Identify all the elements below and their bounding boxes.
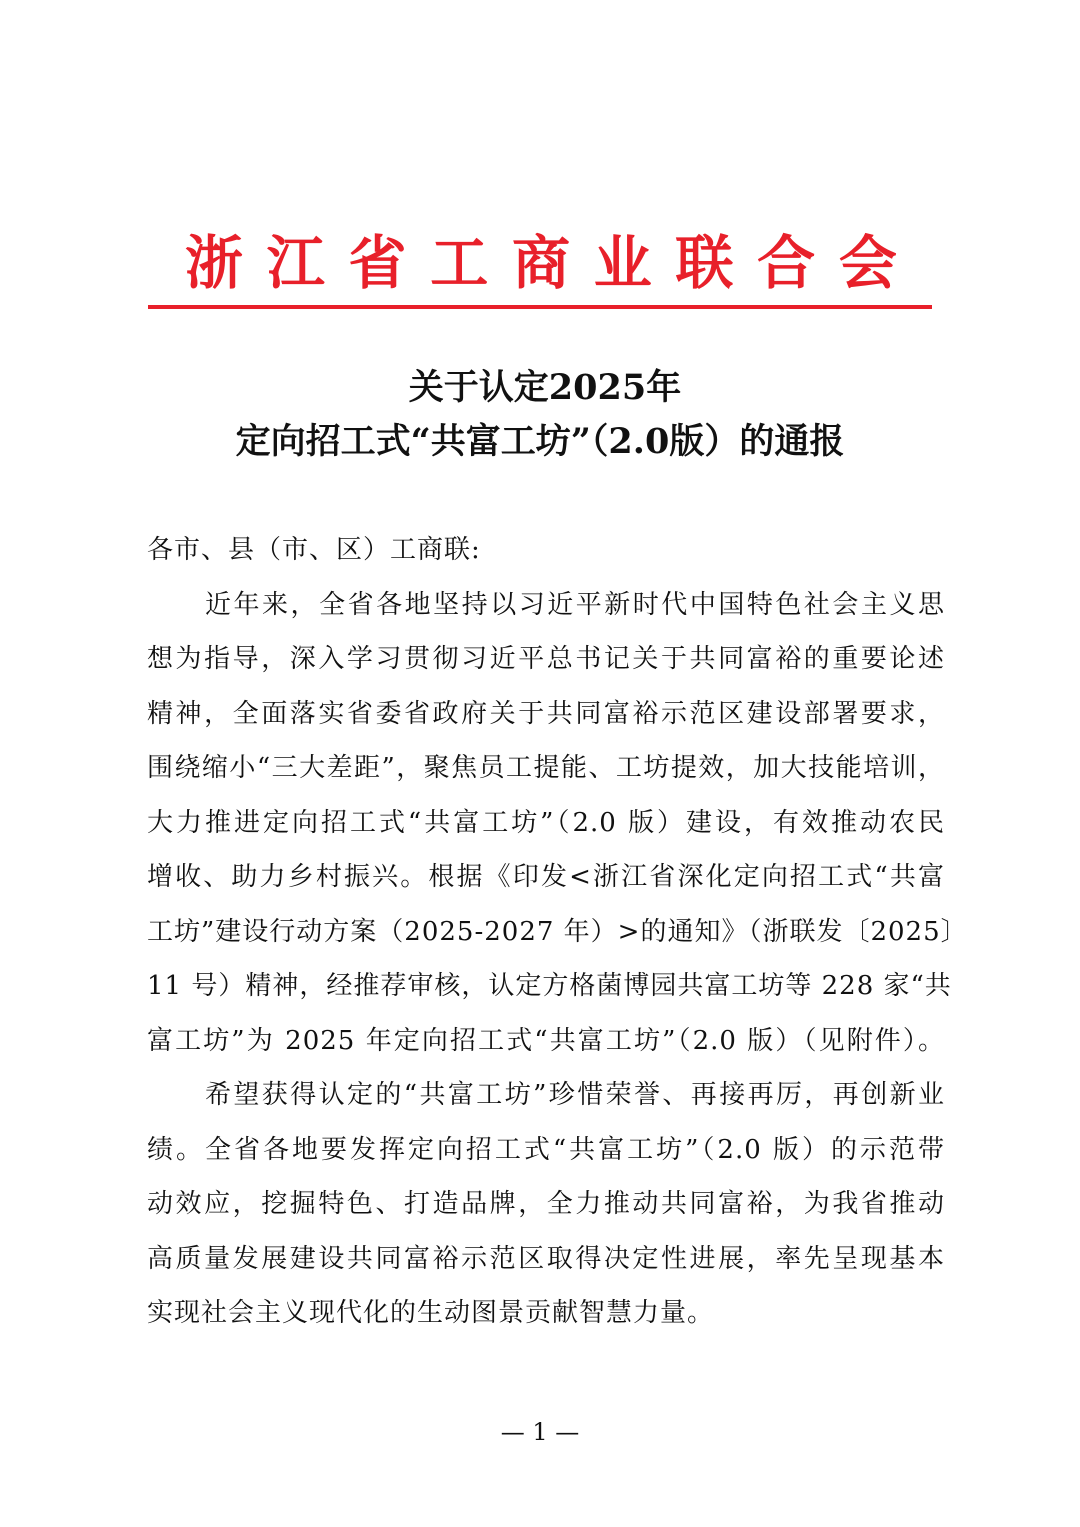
org-char: 浙	[185, 229, 244, 297]
issuing-organization-header	[185, 222, 897, 297]
page-number: — 1 —	[500, 1418, 580, 1446]
body-line: 精神，全面落实省委省政府关于共同富裕示范区建设部署要求，	[147, 699, 945, 729]
body-line: 想为指导，深入学习贯彻习近平总书记关于共同富裕的重要论述	[147, 644, 945, 674]
org-char: 合	[757, 229, 816, 297]
body-line: 大力推进定向招工式“共富工坊”（2.0 版）建设，有效推动农民	[147, 808, 945, 838]
org-char: 业	[593, 229, 652, 297]
body-line: 绩。全省各地要发挥定向招工式“共富工坊”（2.0 版）的示范带	[147, 1135, 945, 1165]
body-line: 高质量发展建设共同富裕示范区取得决定性进展，率先呈现基本	[147, 1244, 945, 1274]
org-char: 联	[675, 229, 734, 297]
body-line: 动效应，挖掘特色、打造品牌，全力推动共同富裕，为我省推动	[147, 1189, 945, 1219]
red-divider-line	[148, 305, 932, 309]
body-line: 近年来，全省各地坚持以习近平新时代中国特色社会主义思	[205, 590, 945, 620]
body-line: 围绕缩小“三大差距”，聚焦员工提能、工坊提效，加大技能培训，	[147, 753, 945, 783]
org-char: 工	[430, 229, 489, 297]
org-char: 江	[266, 229, 325, 297]
org-char: 会	[838, 229, 897, 297]
body-line: 富工坊”为 2025 年定向招工式“共富工坊”（2.0 版）（见附件）。	[147, 1026, 945, 1056]
org-char: 省	[348, 229, 407, 297]
body-line: 增收、助力乡村振兴。根据《印发<浙江省深化定向招工式“共富	[147, 862, 945, 892]
document-title-line-2: 定向招工式“共富工坊”（2.0版）的通报	[235, 421, 845, 462]
body-line: 实现社会主义现代化的生动图景贡献智慧力量。	[147, 1298, 715, 1328]
body-line: 希望获得认定的“共富工坊”珍惜荣誉、再接再厉，再创新业	[205, 1080, 945, 1110]
document-title-line-1: 关于认定2025年	[408, 367, 682, 408]
salutation: 各市、县（市、区）工商联:	[147, 535, 481, 565]
org-char: 商	[511, 229, 570, 297]
body-line: 工坊”建设行动方案（2025-2027 年）>的通知》（浙联发〔2025〕	[147, 917, 968, 947]
body-line: 11 号）精神，经推荐审核，认定方格菌博园共富工坊等 228 家“共	[147, 971, 952, 1001]
